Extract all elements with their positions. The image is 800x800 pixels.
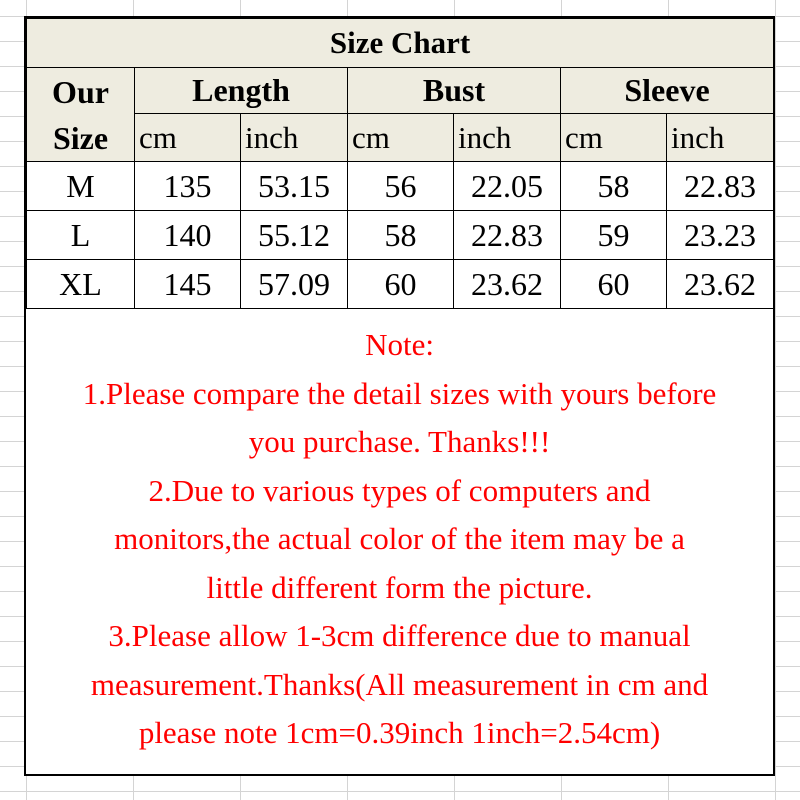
value-cell: 56 [348,162,454,211]
note-heading: Note: [365,327,434,362]
table-row [27,162,774,211]
value-cell: 57.09 [241,260,348,309]
table-row [27,211,774,260]
value-cell: 58 [561,162,667,211]
unit-header: inch [241,114,348,162]
value-cell: 135 [135,162,241,211]
note-line: measurement.Thanks(All measurement in cm and [90,666,709,702]
our-size-header [27,68,135,162]
value-cell: 22.83 [667,162,774,211]
sleeve-header: Sleeve [561,68,774,114]
note-line: please note 1cm=0.39inch 1inch=2.54cm) [138,715,661,750]
title-row [27,19,774,68]
note-line: you purchase. Thanks!!! [248,424,551,459]
value-cell: 140 [135,211,241,260]
group-header-row [27,68,774,114]
value-cell: 59 [561,211,667,260]
value-cell: 22.83 [454,211,561,260]
size-table [26,18,774,309]
value-cell: 60 [561,260,667,309]
value-cell: 53.15 [241,162,348,211]
unit-header: cm [348,114,454,162]
note-line: 3.Please allow 1-3cm difference due to manual [108,618,691,653]
chart-title: Size Chart [27,19,774,68]
unit-header: cm [135,114,241,162]
size-cell: XL [27,260,135,309]
our-size-line2: Size [52,119,109,156]
unit-header: inch [454,114,561,162]
value-cell: 23.62 [667,260,774,309]
table-row [27,260,774,309]
value-cell: 55.12 [241,211,348,260]
note-line: monitors,the actual color of the item may be a [114,521,685,556]
length-header: Length [135,68,348,114]
notes-block [26,321,773,758]
size-cell: L [27,211,135,260]
value-cell: 58 [348,211,454,260]
note-line: 1.Please compare the detail sizes with yours before [82,375,717,411]
our-size-line1: Our [52,73,109,110]
size-cell: M [27,162,135,211]
value-cell: 23.23 [667,211,774,260]
unit-header-row [27,114,774,162]
note-line: little different form the picture. [206,569,593,605]
size-chart-sheet [24,16,775,776]
value-cell: 145 [135,260,241,309]
unit-header: inch [667,114,774,162]
value-cell: 22.05 [454,162,561,211]
value-cell: 60 [348,260,454,309]
bust-header: Bust [348,68,561,114]
value-cell: 23.62 [454,260,561,309]
note-line: 2.Due to various types of computers and [148,472,651,508]
unit-header: cm [561,114,667,162]
